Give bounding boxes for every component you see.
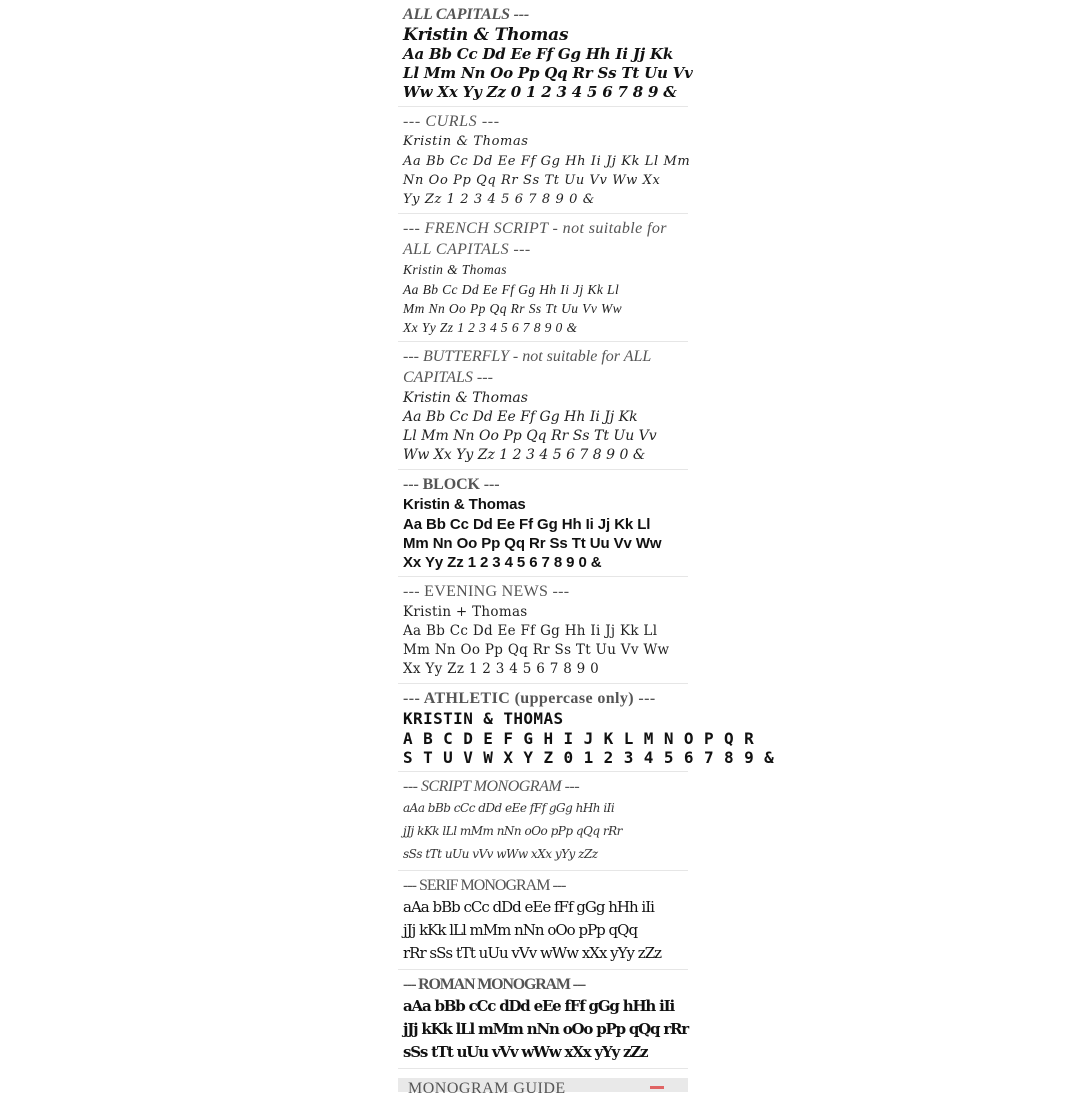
font-sections [398, 0, 775, 1069]
alphabet-row: rRr sSs tTt uUu vVv wWw xXx yYy zZz [403, 944, 662, 962]
alphabet-row: Aa Bb Cc Dd Ee Ff Gg Hh Ii Jj Kk Ll [403, 282, 620, 297]
section-scriptmono [398, 772, 688, 871]
section-romanmono [398, 970, 688, 1069]
alphabet-row: Xx Yy Zz 1 2 3 4 5 6 7 8 9 0 & [403, 320, 578, 335]
alphabet-row: Mm Nn Oo Pp Qq Rr Ss Tt Uu Vv Ww [403, 535, 662, 552]
alphabet-sample [403, 408, 684, 465]
alphabet-row: Nn Oo Pp Qq Rr Ss Tt Uu Vv Ww Xx [403, 173, 661, 188]
alphabet-row: S T U V W X Y Z 0 1 2 3 4 5 6 7 8 9 & [403, 748, 775, 767]
alphabet-sample [403, 515, 684, 572]
section-header: --- ATHLETIC (uppercase only) --- [403, 690, 656, 707]
section-header: ALL CAPITALS --- [403, 6, 529, 23]
sample-name: Kristin + Thomas [403, 604, 528, 620]
alphabet-row: jJj kKk lLl mMm nNn oOo pPp qQq [403, 921, 638, 939]
sample-name: KRISTIN & THOMAS [403, 709, 564, 728]
alphabet-row: sSs tTt uUu vVv wWw xXx yYy zZz [403, 847, 598, 861]
alphabet-row: Yy Zz 1 2 3 4 5 6 7 8 9 0 & [403, 192, 595, 207]
monogram-guide-label: MONOGRAM GUIDE [408, 1080, 566, 1097]
alphabet-sample [403, 152, 691, 209]
section-header: --- SCRIPT MONOGRAM --- [403, 778, 580, 795]
section-french [398, 214, 688, 342]
alphabet-sample [403, 896, 684, 965]
section-allcaps [398, 0, 693, 107]
section-curls [398, 107, 691, 214]
section-header: --- EVENING NEWS --- [403, 583, 570, 600]
alphabet-sample [403, 797, 684, 866]
alphabet-sample [403, 729, 775, 767]
sample-name: Kristin & Thomas [403, 262, 507, 277]
sample-name: Kristin & Thomas [403, 25, 569, 45]
section-butterfly [398, 342, 688, 470]
alphabet-row: Ww Xx Yy Zz 1 2 3 4 5 6 7 8 9 0 & [403, 447, 646, 463]
alphabet-row: aAa bBb cCc dDd eEe fFf gGg hHh iIi [403, 801, 615, 815]
alphabet-sample [403, 995, 689, 1064]
alphabet-row: sSs tTt uUu vVv wWw xXx yYy zZz [403, 1043, 648, 1061]
font-style-guide [398, 0, 775, 1097]
alphabet-row: Ww Xx Yy Zz 0 1 2 3 4 5 6 7 8 9 & [403, 83, 677, 101]
alphabet-row: Aa Bb Cc Dd Ee Ff Gg Hh Ii Jj Kk [403, 45, 674, 63]
alphabet-row: Ll Mm Nn Oo Pp Qq Rr Ss Tt Uu Vv [403, 64, 693, 82]
alphabet-row: Xx Yy Zz 1 2 3 4 5 6 7 8 9 0 & [403, 554, 602, 571]
alphabet-row: jJj kKk lLl mMm nNn oOo pPp qQq rRr [403, 1020, 689, 1038]
section-athletic [398, 684, 775, 772]
section-header: --- BUTTERFLY - not suitable for ALL CAPITALS --- [403, 348, 652, 386]
section-evening [398, 577, 688, 684]
alphabet-row: Aa Bb Cc Dd Ee Ff Gg Hh Ii Jj Kk Ll Mm [403, 154, 691, 169]
alphabet-row: aAa bBb cCc dDd eEe fFf gGg hHh iIi [403, 997, 674, 1015]
sample-name: Kristin & Thomas [403, 390, 528, 406]
section-header: --- CURLS --- [403, 113, 500, 130]
sample-name: Kristin & Thomas [403, 134, 529, 149]
monogram-guide-bar[interactable] [398, 1078, 688, 1097]
section-header: --- FRENCH SCRIPT - not suitable for ALL CAPITALS --- [403, 220, 667, 258]
section-serifmono [398, 871, 688, 970]
chevron-icon[interactable] [650, 1086, 664, 1089]
alphabet-row: aAa bBb cCc dDd eEe fFf gGg hHh iIi [403, 898, 654, 916]
section-header: --- ROMAN MONOGRAM --- [403, 976, 585, 993]
alphabet-row: Ll Mm Nn Oo Pp Qq Rr Ss Tt Uu Vv [403, 428, 657, 444]
alphabet-sample [403, 622, 684, 679]
alphabet-row: Mm Nn Oo Pp Qq Rr Ss Tt Uu Vv Ww [403, 642, 670, 658]
alphabet-sample [403, 45, 693, 102]
alphabet-row: Mm Nn Oo Pp Qq Rr Ss Tt Uu Vv Ww [403, 301, 623, 316]
alphabet-row: Xx Yy Zz 1 2 3 4 5 6 7 8 9 0 [403, 661, 600, 677]
alphabet-row: Aa Bb Cc Dd Ee Ff Gg Hh Ii Jj Kk Ll [403, 623, 658, 639]
section-header: --- BLOCK --- [403, 476, 500, 493]
alphabet-sample [403, 280, 684, 337]
alphabet-row: A B C D E F G H I J K L M N O P Q R [403, 729, 755, 748]
alphabet-row: Aa Bb Cc Dd Ee Ff Gg Hh Ii Jj Kk Ll [403, 516, 651, 533]
section-header: --- SERIF MONOGRAM --- [403, 877, 566, 894]
alphabet-row: Aa Bb Cc Dd Ee Ff Gg Hh Ii Jj Kk [403, 409, 638, 425]
sample-name: Kristin & Thomas [403, 496, 526, 513]
section-block [398, 470, 688, 577]
alphabet-row: jJj kKk lLl mMm nNn oOo pPp qQq rRr [403, 824, 622, 838]
